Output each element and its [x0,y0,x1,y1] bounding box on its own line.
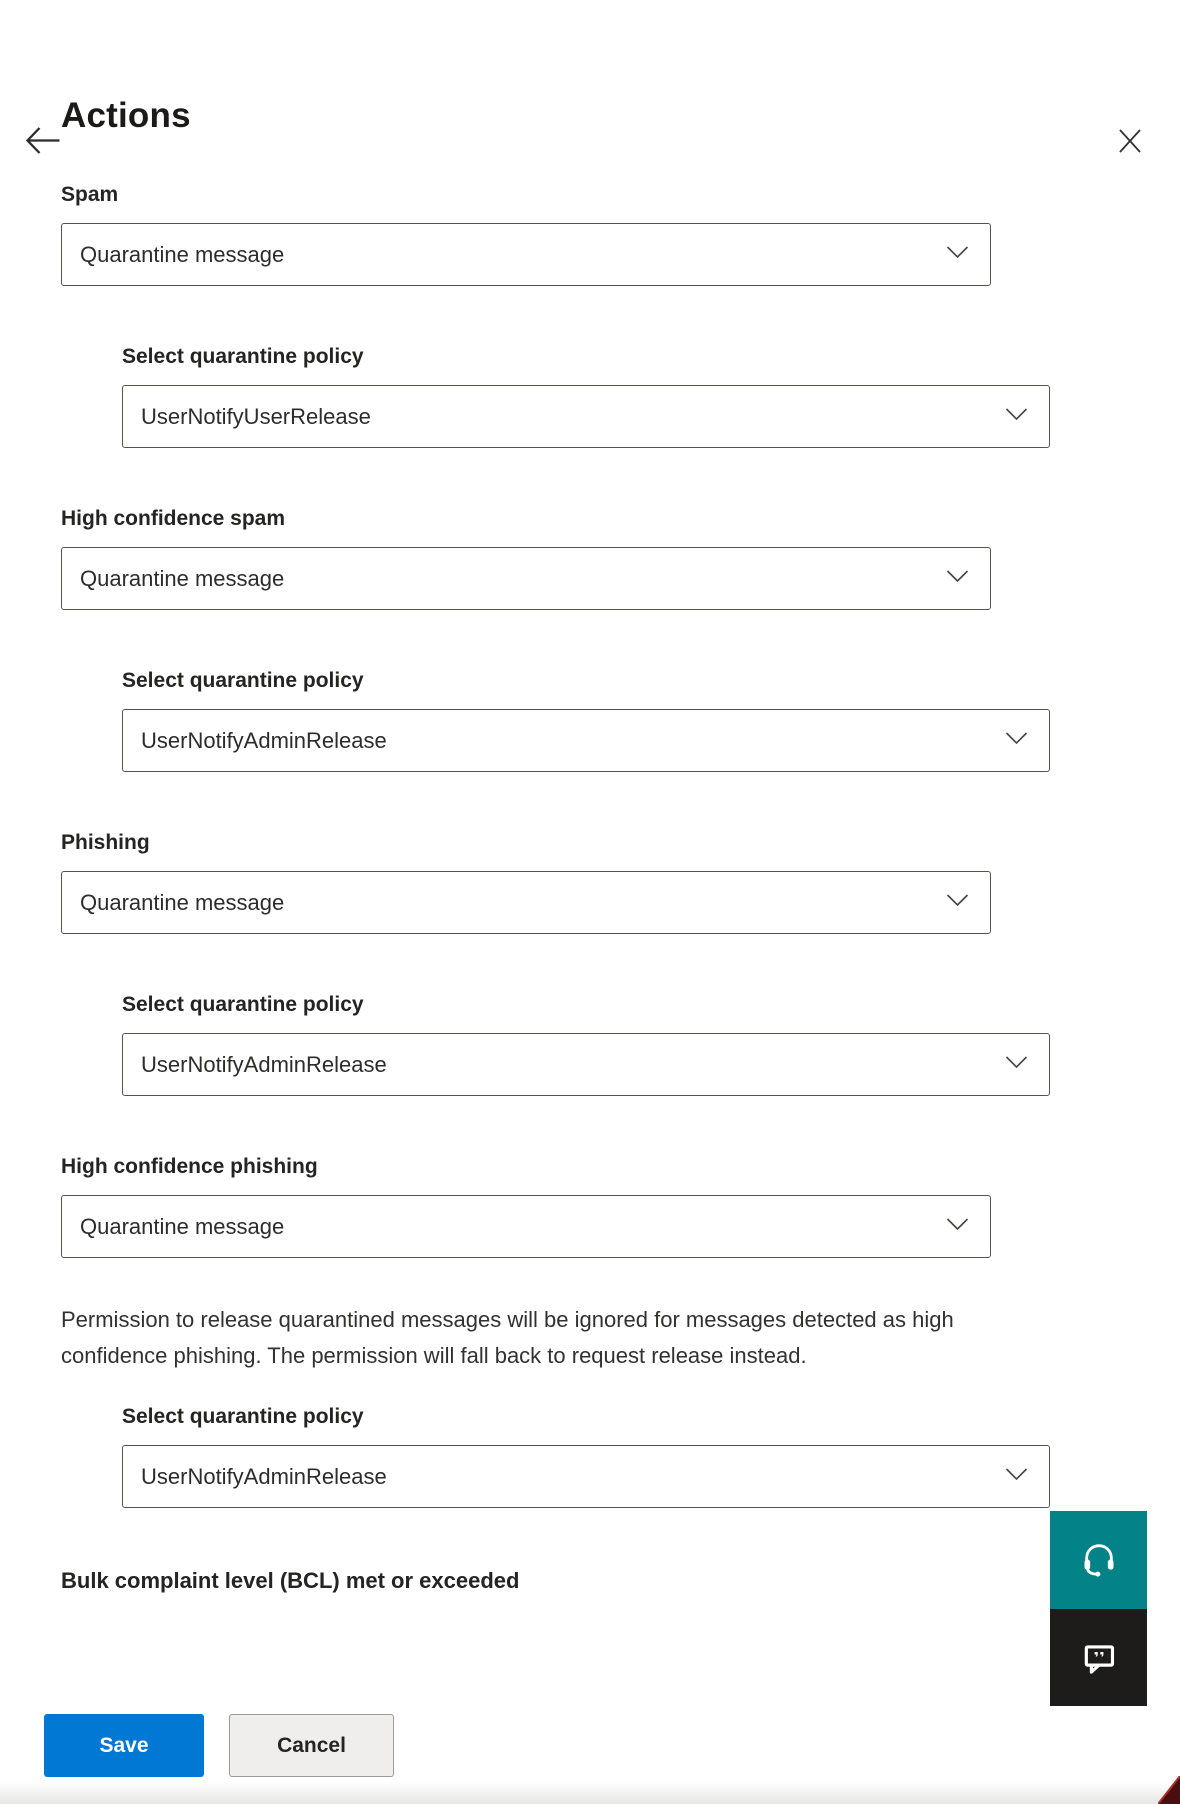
section-spam [0,182,1180,448]
policy-label-phishing: Select quarantine policy [122,993,364,1016]
high-confidence-spam-action-dropdown[interactable] [61,547,991,610]
chevron-down-icon [1005,1468,1028,1486]
feedback-chat-icon [1080,1639,1118,1677]
cancel-button[interactable]: Cancel [229,1714,394,1777]
arrow-left-icon [25,144,62,159]
help-support-button[interactable] [1050,1511,1147,1609]
chevron-down-icon [946,570,969,588]
high-confidence-phishing-action-value: Quarantine message [80,1213,285,1239]
footer-actions [44,1714,394,1777]
section-label-high-confidence-spam: High confidence spam [61,507,286,530]
section-label-phishing: Phishing [61,831,150,854]
policy-label-spam: Select quarantine policy [122,345,364,368]
phishing-action-dropdown[interactable] [61,871,991,934]
high-confidence-spam-action-value: Quarantine message [80,565,285,591]
close-button[interactable] [1118,128,1142,154]
high-confidence-phishing-policy-value: UserNotifyAdminRelease [141,1463,387,1489]
chevron-down-icon [946,894,969,912]
high-confidence-phishing-policy-dropdown[interactable] [122,1445,1050,1508]
spam-policy-dropdown[interactable] [122,385,1050,448]
high-confidence-spam-policy-value: UserNotifyAdminRelease [141,727,387,753]
save-button[interactable]: Save [44,1714,204,1777]
section-label-spam: Spam [61,183,119,206]
page-title: Actions [61,96,191,135]
phishing-action-value: Quarantine message [80,889,285,915]
chevron-down-icon [946,1218,969,1236]
chevron-down-icon [1005,1056,1028,1074]
phishing-policy-value: UserNotifyAdminRelease [141,1051,387,1077]
policy-label-high-confidence-spam: Select quarantine policy [122,669,364,692]
section-label-bulk-complaint-level: Bulk complaint level (BCL) met or exceeded [61,1568,520,1593]
spam-policy-value: UserNotifyUserRelease [141,403,371,429]
high-confidence-phishing-note: Permission to release quarantined messages will be ignored for messages detected as high confidence phishing. The permission will fall back to request release instead. [61,1307,954,1368]
chevron-down-icon [1005,408,1028,426]
section-phishing [0,830,1180,1096]
headset-icon [1079,1540,1119,1580]
section-high-confidence-phishing [0,1154,1180,1508]
high-confidence-phishing-action-dropdown[interactable] [61,1195,991,1258]
spam-action-value: Quarantine message [80,241,285,267]
phishing-policy-dropdown[interactable] [122,1033,1050,1096]
spam-action-dropdown[interactable] [61,223,991,286]
chevron-down-icon [946,246,969,264]
policy-label-high-confidence-phishing: Select quarantine policy [122,1405,364,1428]
back-button[interactable] [25,125,62,156]
feedback-button[interactable] [1050,1609,1147,1706]
section-label-high-confidence-phishing: High confidence phishing [61,1155,318,1178]
section-high-confidence-spam [0,506,1180,772]
close-icon [1118,142,1142,157]
bottom-fade [0,1782,1180,1804]
corner-artifact [1158,1776,1180,1804]
chevron-down-icon [1005,732,1028,750]
high-confidence-spam-policy-dropdown[interactable] [122,709,1050,772]
